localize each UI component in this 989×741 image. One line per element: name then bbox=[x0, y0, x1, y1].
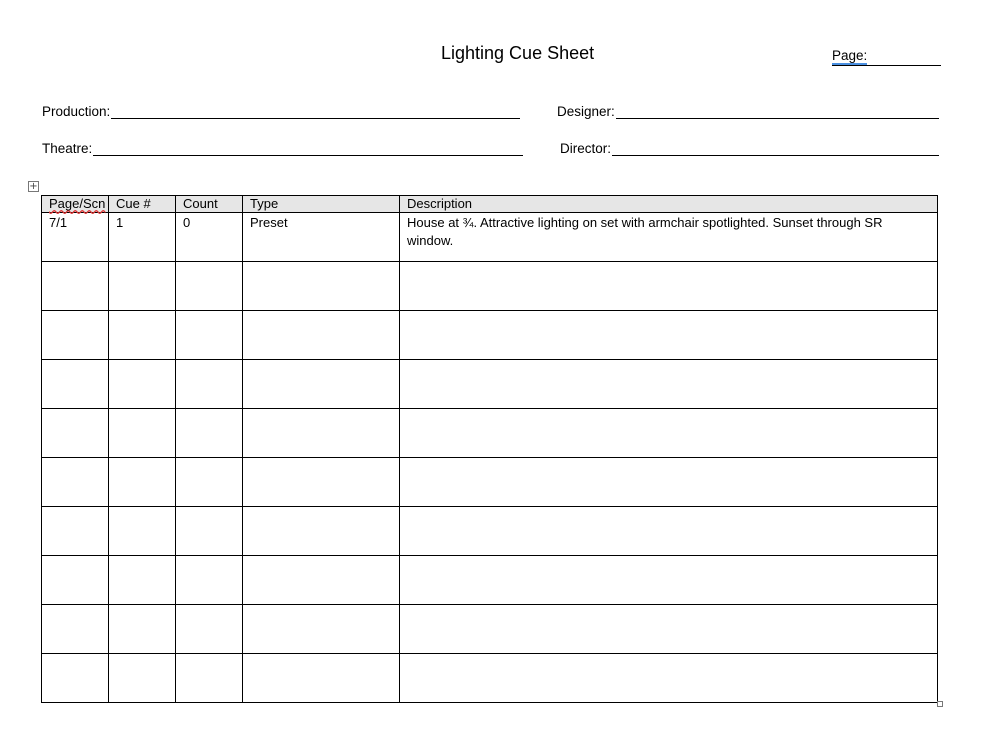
theatre-label: Theatre: bbox=[42, 141, 93, 156]
table-row bbox=[42, 409, 938, 458]
theatre-line bbox=[93, 141, 523, 156]
table-row bbox=[42, 507, 938, 556]
cell-type[interactable] bbox=[243, 360, 400, 409]
cell-count[interactable] bbox=[176, 311, 243, 360]
cell-page-scn[interactable] bbox=[42, 654, 109, 703]
cell-page-scn[interactable] bbox=[42, 360, 109, 409]
column-header-type[interactable]: Type bbox=[243, 196, 400, 213]
cell-page-scn[interactable] bbox=[42, 458, 109, 507]
cell-count[interactable]: 0 bbox=[176, 213, 243, 262]
cell-type[interactable] bbox=[243, 605, 400, 654]
column-header-cue[interactable]: Cue # bbox=[109, 196, 176, 213]
cell-description[interactable] bbox=[400, 458, 938, 507]
table-row bbox=[42, 556, 938, 605]
cell-description[interactable] bbox=[400, 556, 938, 605]
production-line bbox=[111, 104, 520, 119]
cell-description[interactable] bbox=[400, 507, 938, 556]
cell-count[interactable] bbox=[176, 654, 243, 703]
table-row bbox=[42, 360, 938, 409]
cell-cue[interactable] bbox=[109, 409, 176, 458]
cell-page-scn[interactable] bbox=[42, 507, 109, 556]
table-header-row bbox=[42, 196, 938, 213]
cell-count[interactable] bbox=[176, 556, 243, 605]
designer-line bbox=[616, 104, 939, 119]
designer-label: Designer: bbox=[557, 104, 615, 119]
column-header-description[interactable]: Description bbox=[400, 196, 938, 213]
cell-cue[interactable] bbox=[109, 507, 176, 556]
page-number-field[interactable] bbox=[832, 48, 941, 66]
cell-page-scn[interactable] bbox=[42, 311, 109, 360]
table-move-handle-icon[interactable]: + bbox=[29, 181, 38, 192]
cell-page-scn[interactable] bbox=[42, 556, 109, 605]
cell-page-scn[interactable] bbox=[42, 262, 109, 311]
production-label: Production: bbox=[42, 104, 111, 119]
cell-count[interactable] bbox=[176, 360, 243, 409]
sheet-title: Lighting Cue Sheet bbox=[441, 43, 595, 63]
table-row bbox=[42, 311, 938, 360]
table-row bbox=[42, 458, 938, 507]
cell-type[interactable] bbox=[243, 507, 400, 556]
cell-page-scn[interactable]: 7/1 bbox=[42, 213, 109, 262]
cell-type[interactable] bbox=[243, 556, 400, 605]
cell-description[interactable]: House at ¾. Attractive lighting on set with armchair spotlighted. Sunset through SR window. bbox=[400, 213, 938, 262]
cell-description[interactable] bbox=[400, 262, 938, 311]
cell-type[interactable] bbox=[243, 409, 400, 458]
designer-field[interactable] bbox=[557, 104, 939, 119]
column-header-count[interactable]: Count bbox=[176, 196, 243, 213]
cell-type[interactable] bbox=[243, 654, 400, 703]
cell-page-scn[interactable] bbox=[42, 409, 109, 458]
cell-description[interactable] bbox=[400, 605, 938, 654]
cell-count[interactable] bbox=[176, 507, 243, 556]
cell-count[interactable] bbox=[176, 458, 243, 507]
cell-count[interactable] bbox=[176, 409, 243, 458]
cell-cue[interactable] bbox=[109, 360, 176, 409]
table-row bbox=[42, 605, 938, 654]
cell-description[interactable] bbox=[400, 360, 938, 409]
cell-count[interactable] bbox=[176, 262, 243, 311]
cue-table bbox=[41, 195, 938, 703]
table-row bbox=[42, 654, 938, 703]
table-resize-handle-icon[interactable] bbox=[937, 701, 943, 707]
cell-cue[interactable] bbox=[109, 654, 176, 703]
column-header-page-scn[interactable]: Page/Scn bbox=[42, 196, 109, 213]
cell-count[interactable] bbox=[176, 605, 243, 654]
cell-type[interactable]: Preset bbox=[243, 213, 400, 262]
cell-description[interactable] bbox=[400, 311, 938, 360]
cell-type[interactable] bbox=[243, 458, 400, 507]
cell-cue[interactable] bbox=[109, 262, 176, 311]
cell-description[interactable] bbox=[400, 409, 938, 458]
cell-cue[interactable] bbox=[109, 605, 176, 654]
director-line bbox=[612, 141, 939, 156]
production-field[interactable] bbox=[42, 104, 520, 119]
cell-page-scn[interactable] bbox=[42, 605, 109, 654]
cell-cue[interactable] bbox=[109, 458, 176, 507]
cell-type[interactable] bbox=[243, 262, 400, 311]
cell-description[interactable] bbox=[400, 654, 938, 703]
table-row bbox=[42, 262, 938, 311]
cell-type[interactable] bbox=[243, 311, 400, 360]
cell-cue[interactable]: 1 bbox=[109, 213, 176, 262]
cell-cue[interactable] bbox=[109, 311, 176, 360]
director-field[interactable] bbox=[560, 141, 939, 156]
page-label: Page: bbox=[832, 48, 868, 63]
theatre-field[interactable] bbox=[42, 141, 523, 156]
cell-cue[interactable] bbox=[109, 556, 176, 605]
table-row bbox=[42, 213, 938, 262]
director-label: Director: bbox=[560, 141, 612, 156]
